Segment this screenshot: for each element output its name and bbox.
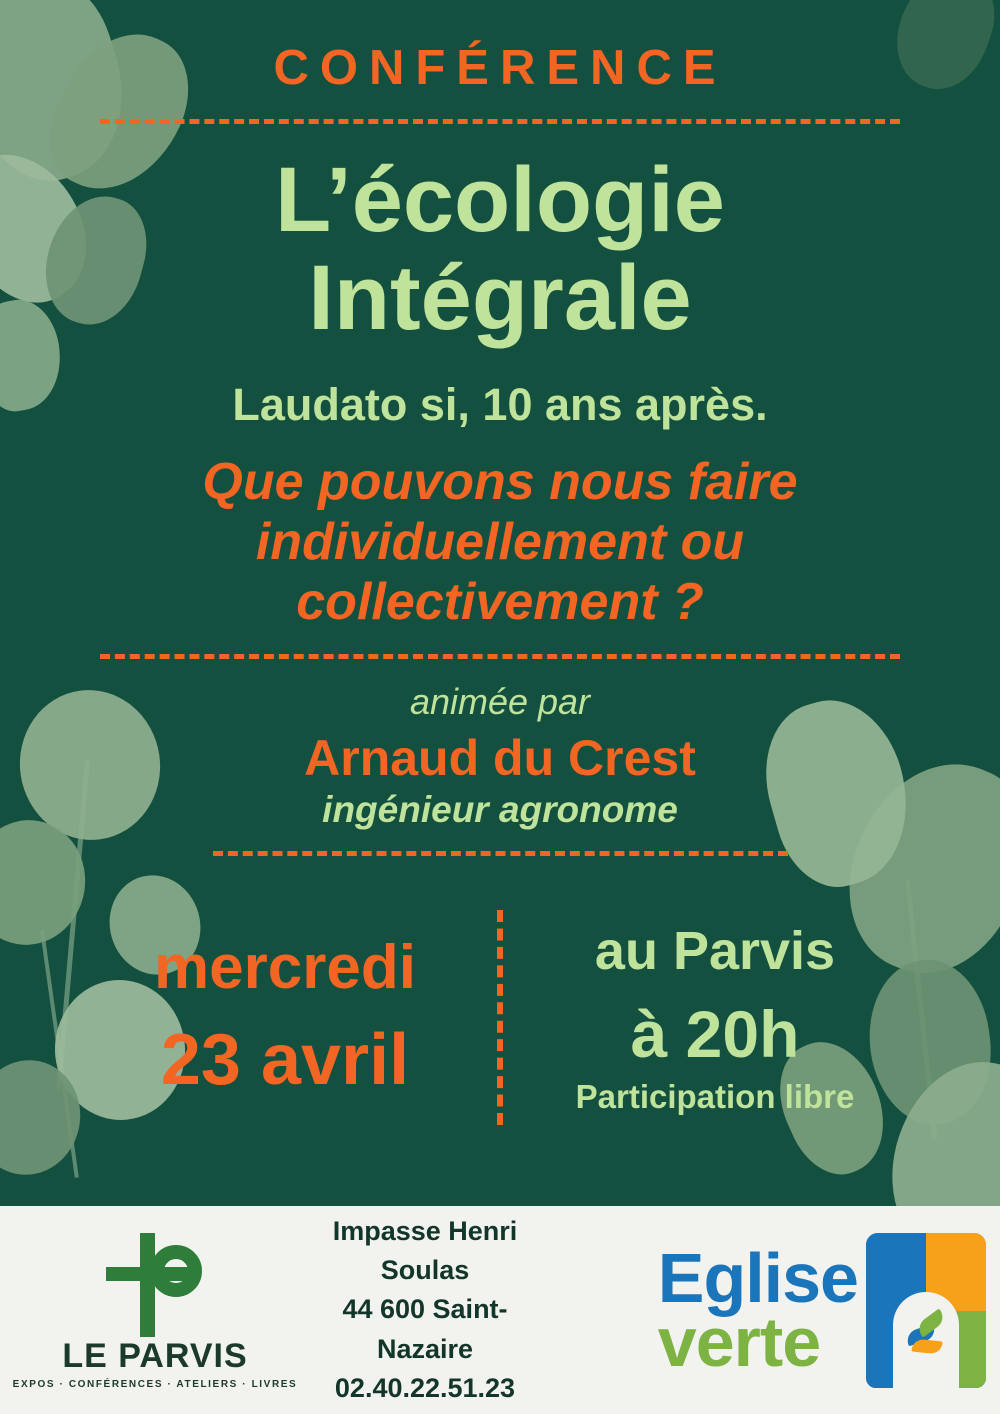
bird-wing-3 [911, 1338, 942, 1354]
address-line-2: 44 600 Saint-Nazaire [342, 1294, 508, 1364]
title-line-1: L’écologie [275, 149, 725, 251]
event-date: 23 avril [160, 1020, 410, 1101]
divider-middle [100, 654, 900, 659]
parvis-name: LE PARVIS [62, 1336, 248, 1375]
event-day: mercredi [154, 933, 416, 1003]
letter-p-bowl [150, 1245, 202, 1297]
event-date-block [107, 932, 497, 1104]
venue-address [300, 1212, 570, 1408]
poster-question [0, 453, 1000, 632]
eglise-verte-mark-icon [866, 1233, 986, 1388]
title-line-2: Intégrale [308, 246, 692, 349]
phone-number: 02.40.22.51.23 [334, 1372, 516, 1403]
speaker-name: Arnaud du Crest [304, 730, 696, 787]
eglise-verte-word-2: verte [657, 1303, 821, 1381]
poster-subtitle: Laudato si, 10 ans après. [232, 379, 768, 431]
eglise-verte-logo [570, 1233, 1000, 1388]
divider-top [100, 119, 900, 124]
cross-icon [88, 1233, 208, 1337]
cross-vertical [140, 1233, 155, 1337]
speaker-role: ingénieur agronome [322, 789, 678, 831]
bird-icon [906, 1316, 952, 1362]
question-line-2: individuellement ou [255, 512, 745, 571]
event-admission: Participation libre [575, 1077, 855, 1115]
page-title [0, 149, 1000, 349]
event-details [0, 910, 1000, 1125]
le-parvis-logo [0, 1231, 300, 1390]
event-place: au Parvis [594, 920, 836, 981]
divider-bottom [213, 851, 788, 856]
hosted-by-label: animée par [409, 681, 591, 723]
eglise-verte-word-1: Eglise [657, 1238, 858, 1317]
address-line-1: Impasse Henri Soulas [332, 1216, 518, 1286]
eglise-verte-wordmark [657, 1238, 858, 1381]
parvis-cross-icon [40, 1231, 270, 1341]
poster-kicker: CONFÉRENCE [273, 41, 727, 95]
event-place-block [503, 920, 893, 1116]
poster-footer [0, 1206, 1000, 1414]
parvis-tagline: EXPOS · CONFÉRENCES · ATELIERS · LIVRES [12, 1378, 298, 1390]
question-line-3: collectivement ? [296, 572, 704, 631]
question-line-1: Que pouvons nous faire [202, 453, 798, 512]
event-hour: à 20h [630, 996, 800, 1071]
